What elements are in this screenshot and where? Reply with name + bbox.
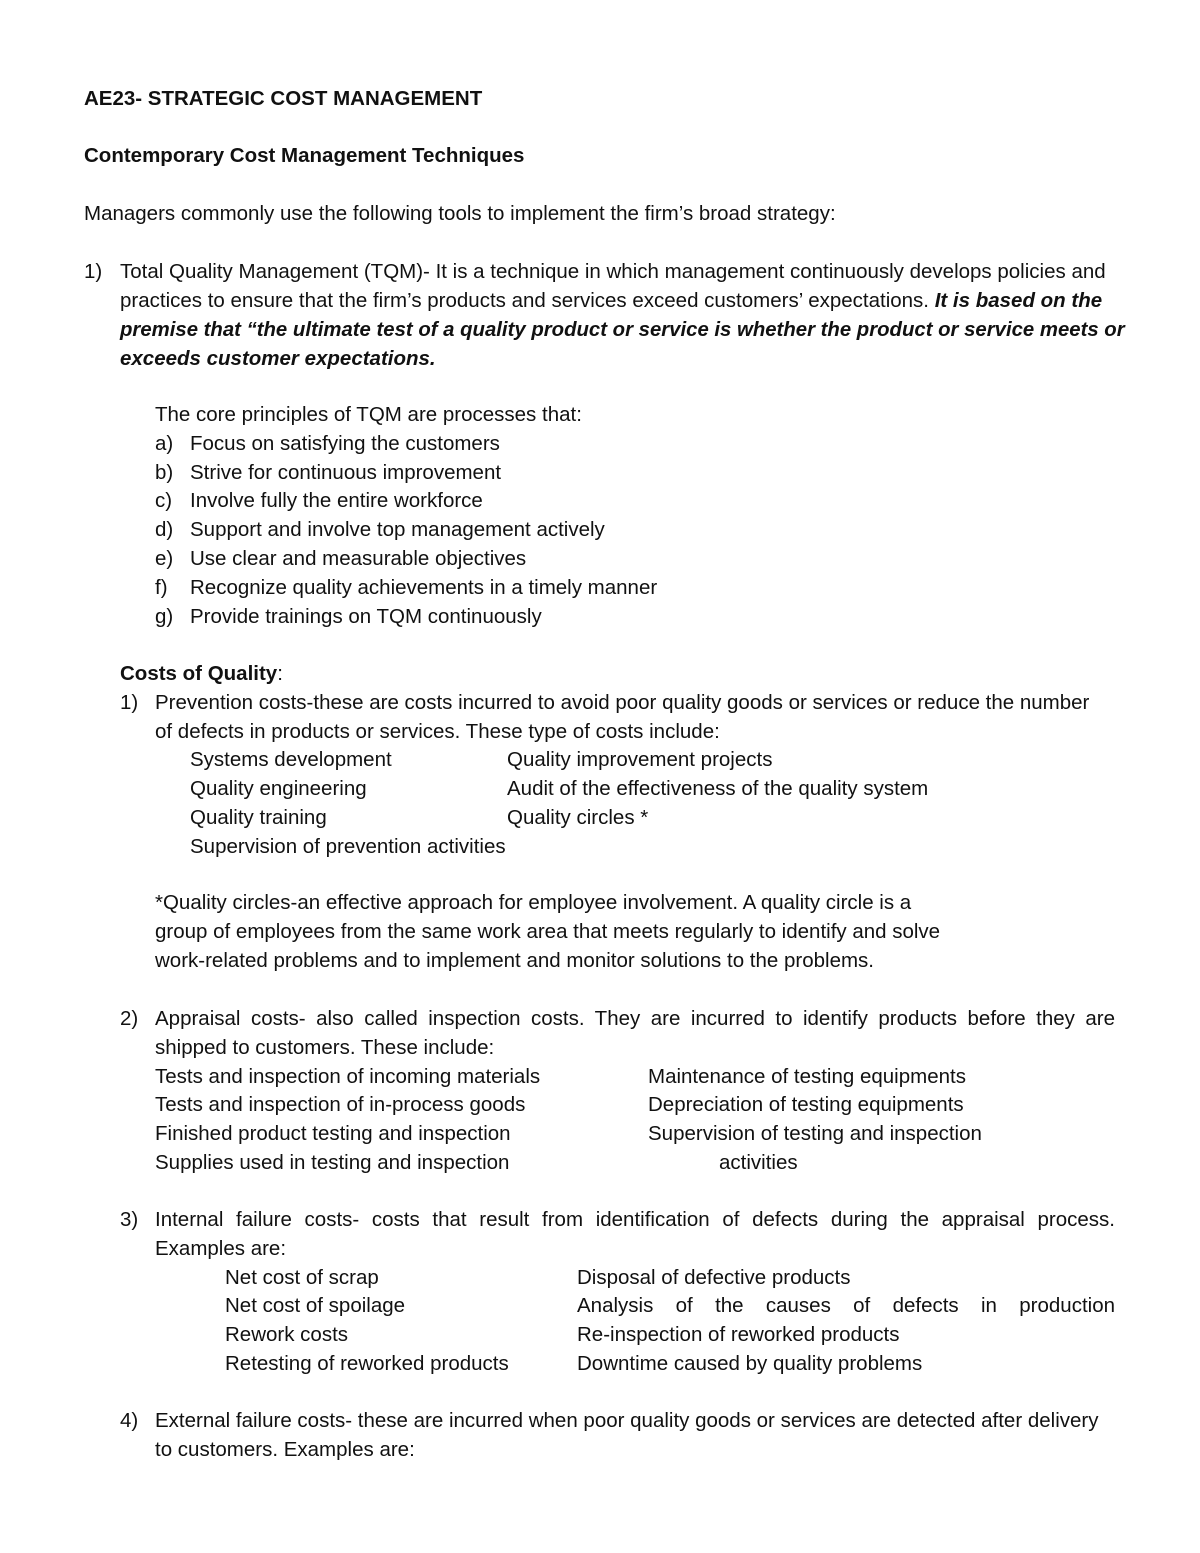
costs-heading-colon: : xyxy=(277,662,283,685)
principle-letter: c) xyxy=(155,489,173,512)
prevention-line-2: of defects in products or services. These type of costs include: xyxy=(155,720,720,743)
internal-col1-item: Retesting of reworked products xyxy=(225,1352,509,1375)
internal-col2-item: Analysis of the causes of defects in production xyxy=(577,1294,1115,1317)
appraisal-col2-item: Supervision of testing and inspection xyxy=(648,1122,982,1145)
tqm-line-1: Total Quality Management (TQM)- It is a technique in which management continuously develops policies and xyxy=(120,260,1106,283)
section-heading: Contemporary Cost Management Techniques xyxy=(84,144,525,167)
principle-item: Strive for continuous improvement xyxy=(190,461,502,484)
tqm-line-2-plain: practices to ensure that the firm’s products and services exceed customers’ expectations. xyxy=(120,289,935,312)
prevention-col1-item: Quality training xyxy=(190,806,327,829)
principle-letter: e) xyxy=(155,547,174,570)
appraisal-col1-item: Tests and inspection of incoming materials xyxy=(155,1065,541,1088)
principle-item: Support and involve top management actively xyxy=(190,518,605,541)
internal-col1-item: Net cost of scrap xyxy=(225,1266,379,1289)
prevention-col1-item: Quality engineering xyxy=(190,777,367,800)
list-number-4: 4) xyxy=(120,1409,139,1432)
costs-heading-text: Costs of Quality xyxy=(120,662,278,685)
principle-item: Recognize quality achievements in a timely manner xyxy=(190,576,658,599)
principle-letter: g) xyxy=(155,605,174,628)
principles-intro: The core principles of TQM are processes that: xyxy=(155,403,582,426)
principle-letter: f) xyxy=(155,576,168,599)
list-number-1: 1) xyxy=(84,260,103,283)
list-number-3: 3) xyxy=(120,1208,139,1231)
internal-col1-item: Rework costs xyxy=(225,1323,349,1346)
appraisal-line-2: shipped to customers. These include: xyxy=(155,1036,495,1059)
internal-line-2: Examples are: xyxy=(155,1237,287,1260)
tqm-line-4: exceeds customer expectations. xyxy=(120,347,436,370)
tqm-line-2 xyxy=(120,289,1102,313)
principle-item: Use clear and measurable objectives xyxy=(190,547,527,570)
tqm-line-2-bold: It is based on the xyxy=(934,289,1103,312)
quality-circle-note-line: group of employees from the same work area that meets regularly to identify and solve xyxy=(155,920,941,943)
costs-of-quality-heading xyxy=(120,662,283,686)
external-line-1: External failure costs- these are incurred when poor quality goods or services are detected after delivery xyxy=(155,1409,1099,1432)
list-number-2: 2) xyxy=(120,1007,139,1030)
principle-letter: b) xyxy=(155,461,174,484)
tqm-line-3: premise that “the ultimate test of a quality product or service is whether the product or service meets or xyxy=(120,318,1125,341)
prevention-col2-item: Audit of the effectiveness of the quality system xyxy=(507,777,929,800)
appraisal-line-1: Appraisal costs- also called inspection costs. They are incurred to identify products before they are xyxy=(155,1007,1115,1030)
internal-col2-item: Re-inspection of reworked products xyxy=(577,1323,900,1346)
internal-col1-item: Net cost of spoilage xyxy=(225,1294,406,1317)
prevention-col2-item: Quality improvement projects xyxy=(507,748,773,771)
principle-item: Involve fully the entire workforce xyxy=(190,489,483,512)
appraisal-col2-continuation: activities xyxy=(719,1151,798,1174)
appraisal-col2-item: Maintenance of testing equipments xyxy=(648,1065,966,1088)
internal-col2-item: Disposal of defective products xyxy=(577,1266,851,1289)
appraisal-col1-item: Finished product testing and inspection xyxy=(155,1122,511,1145)
external-line-2: to customers. Examples are: xyxy=(155,1438,415,1461)
principle-item: Provide trainings on TQM continuously xyxy=(190,605,542,628)
prevention-col1-item: Supervision of prevention activities xyxy=(190,835,506,858)
appraisal-col1-item: Supplies used in testing and inspection xyxy=(155,1151,510,1174)
prevention-line-1: Prevention costs-these are costs incurred to avoid poor quality goods or services or reduce the number xyxy=(155,691,1090,714)
intro-paragraph: Managers commonly use the following tools to implement the firm’s broad strategy: xyxy=(84,202,836,225)
principle-letter: a) xyxy=(155,432,174,455)
prevention-col2-item: Quality circles * xyxy=(507,806,649,829)
quality-circle-note-line: work-related problems and to implement and monitor solutions to the problems. xyxy=(155,949,874,972)
principle-letter: d) xyxy=(155,518,174,541)
principle-item: Focus on satisfying the customers xyxy=(190,432,500,455)
appraisal-col1-item: Tests and inspection of in-process goods xyxy=(155,1093,526,1116)
internal-col2-item: Downtime caused by quality problems xyxy=(577,1352,923,1375)
list-number-1: 1) xyxy=(120,691,139,714)
appraisal-col2-item: Depreciation of testing equipments xyxy=(648,1093,964,1116)
prevention-col1-item: Systems development xyxy=(190,748,392,771)
course-title: AE23- STRATEGIC COST MANAGEMENT xyxy=(84,87,483,110)
quality-circle-note-line: *Quality circles-an effective approach for employee involvement. A quality circle is a xyxy=(155,891,912,914)
internal-line-1: Internal failure costs- costs that result from identification of defects during the appraisal process. xyxy=(155,1208,1115,1231)
